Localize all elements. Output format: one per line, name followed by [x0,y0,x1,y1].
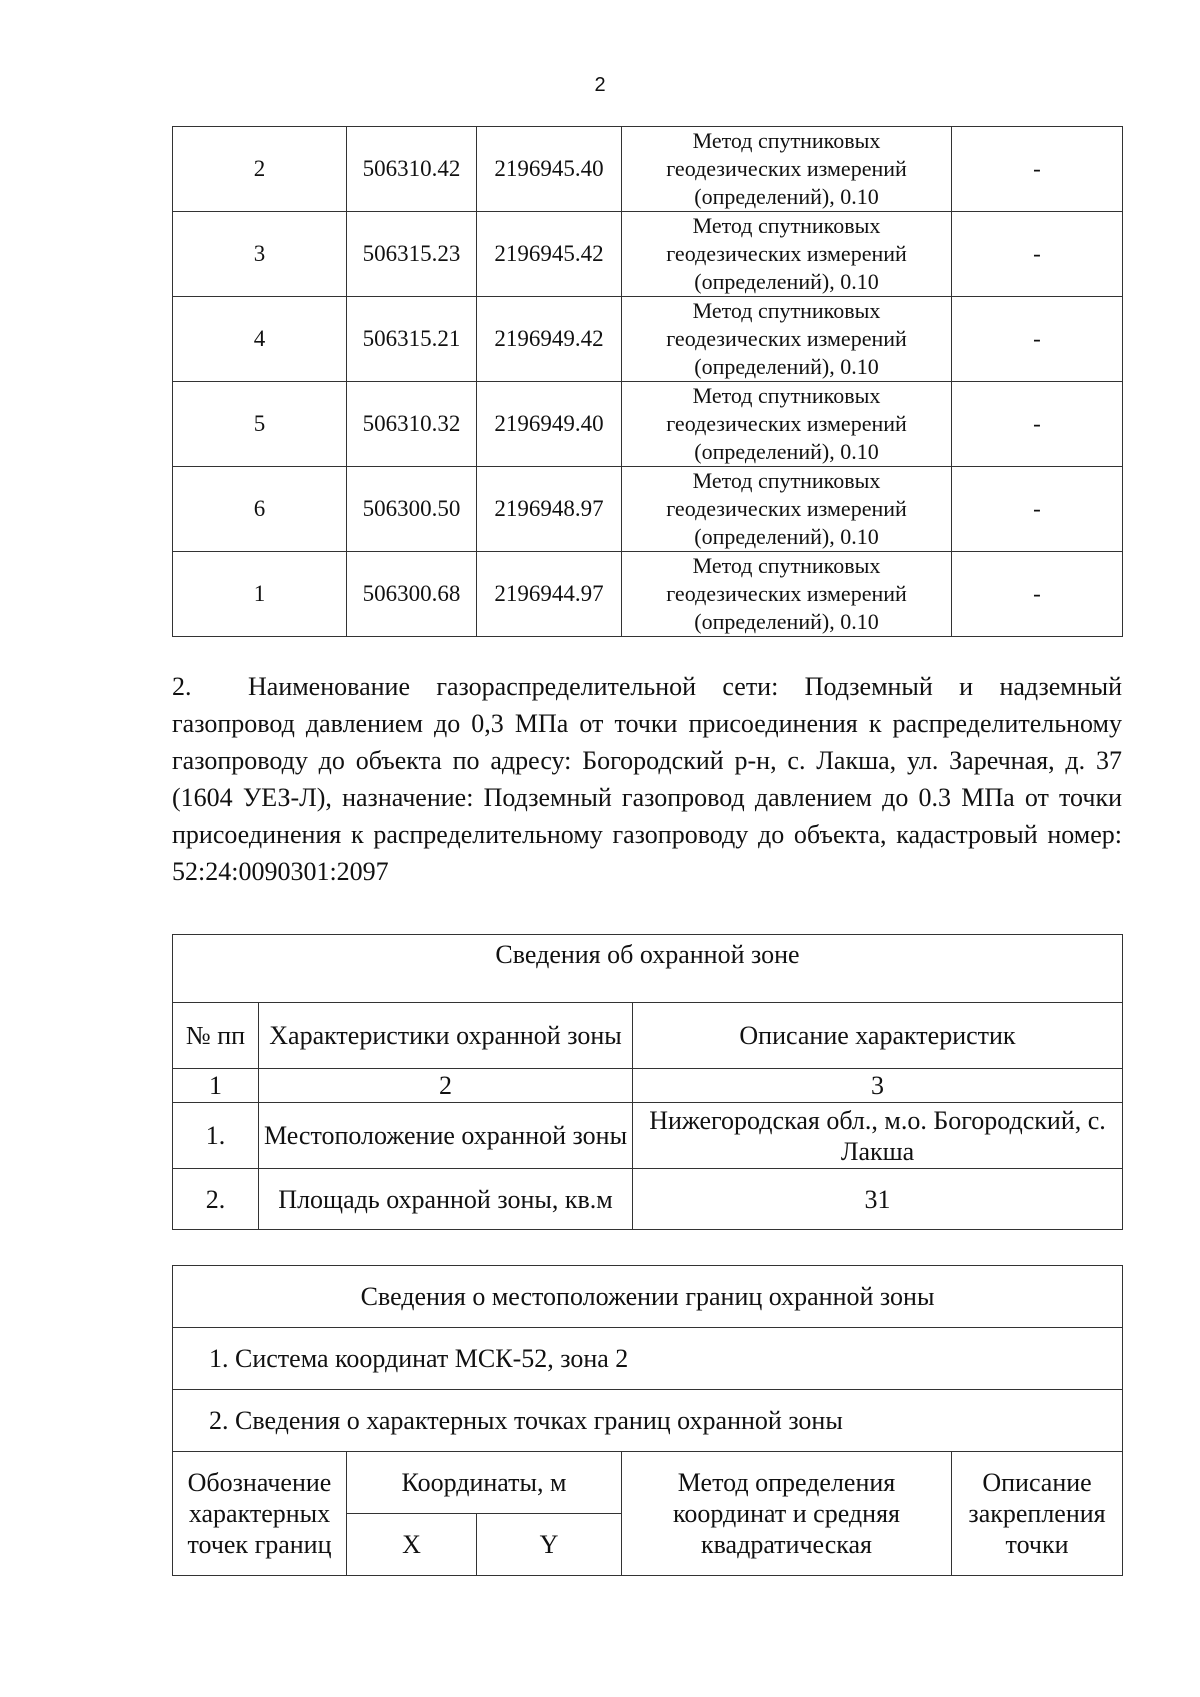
header-designation: Обозначение характерных точек границ [173,1452,347,1576]
coordinate-system: 1. Система координат МСК-52, зона 2 [173,1328,1123,1390]
table-row [173,297,1123,382]
point-y: 2196949.42 [477,297,622,382]
point-y: 2196945.42 [477,212,622,297]
method-line: (определений), 0.10 [694,269,879,294]
method-line: (определений), 0.10 [694,439,879,464]
header-method: Метод определения координат и средняя квадратическая [622,1452,952,1576]
point-x: 506315.21 [347,297,477,382]
point-number: 2 [173,127,347,212]
point-number: 4 [173,297,347,382]
header-coordinates: Координаты, м [347,1452,622,1514]
point-x: 506310.32 [347,382,477,467]
zone-col-number: 2 [259,1069,633,1103]
table-row [173,1169,1123,1230]
point-number: 3 [173,212,347,297]
method-line: геодезических измерений [666,241,907,266]
point-x: 506300.68 [347,552,477,637]
boundaries-table [172,1265,1123,1576]
section-2-paragraph [172,668,1122,890]
zone-header-number: № пп [173,1003,259,1069]
method-line: геодезических измерений [666,326,907,351]
point-method [622,467,952,552]
point-method [622,382,952,467]
zone-col-number: 3 [633,1069,1123,1103]
point-method [622,127,952,212]
method-line: Метод спутниковых [692,128,881,153]
point-number: 6 [173,467,347,552]
zone-row-name: Местоположение охранной зоны [259,1103,633,1169]
method-line: геодезических измерений [666,411,907,436]
bounds-table-title: Сведения о местоположении границ охранной зоны [173,1266,1123,1328]
point-description: - [952,212,1123,297]
method-line: Метод спутниковых [692,298,881,323]
zone-row-number: 1. [173,1103,259,1169]
page-number: 2 [594,74,606,96]
zone-row-value: Нижегородская обл., м.о. Богородский, с. Лакша [633,1103,1123,1169]
point-y: 2196949.40 [477,382,622,467]
point-y: 2196944.97 [477,552,622,637]
point-method [622,552,952,637]
table-row [173,1103,1123,1169]
table-row [173,467,1123,552]
point-y: 2196945.40 [477,127,622,212]
method-line: Метод спутниковых [692,383,881,408]
zone-table-title: Сведения об охранной зоне [173,935,1123,1003]
coordinates-table [172,126,1123,637]
table-row [173,212,1123,297]
method-line: (определений), 0.10 [694,354,879,379]
method-line: геодезических измерений [666,581,907,606]
point-x: 506315.23 [347,212,477,297]
method-line: (определений), 0.10 [694,609,879,634]
method-line: Метод спутниковых [692,213,881,238]
zone-row-value: 31 [633,1169,1123,1230]
point-number: 5 [173,382,347,467]
point-description: - [952,467,1123,552]
zone-col-number: 1 [173,1069,259,1103]
method-line: геодезических измерений [666,156,907,181]
zone-header-description: Описание характеристик [633,1003,1123,1069]
header-description: Описание закрепления точки [952,1452,1123,1576]
points-title: 2. Сведения о характерных точках границ охранной зоны [173,1390,1123,1452]
point-description: - [952,552,1123,637]
point-x: 506300.50 [347,467,477,552]
header-y: Y [477,1514,622,1576]
method-line: Метод спутниковых [692,468,881,493]
zone-header-characteristics: Характеристики охранной зоны [259,1003,633,1069]
point-method [622,297,952,382]
method-line: геодезических измерений [666,496,907,521]
point-x: 506310.42 [347,127,477,212]
protection-zone-table [172,934,1123,1230]
point-description: - [952,297,1123,382]
point-y: 2196948.97 [477,467,622,552]
section-2-number: 2. [172,672,192,701]
section-2-text: Наименование газораспределительной сети: Подземный и надземный газопровод давлением до 0,3 МПа от точки присоединения к распределительному газопроводу до объекта по адресу: Богородский р-н, с. Лакша, ул. Заречная, д. 37 (1604 УЕЗ-Л), назначение: Подземный газопровод давлением до 0.3 МПа от точки присоединения к распределительному газопроводу до объекта, кадастровый номер: 52:24:0090301:2097 [172,672,1122,886]
table-row [173,552,1123,637]
point-description: - [952,127,1123,212]
zone-row-number: 2. [173,1169,259,1230]
header-x: X [347,1514,477,1576]
table-row [173,127,1123,212]
table-row [173,382,1123,467]
method-line: (определений), 0.10 [694,524,879,549]
method-line: (определений), 0.10 [694,184,879,209]
point-description: - [952,382,1123,467]
point-number: 1 [173,552,347,637]
method-line: Метод спутниковых [692,553,881,578]
point-method [622,212,952,297]
zone-row-name: Площадь охранной зоны, кв.м [259,1169,633,1230]
